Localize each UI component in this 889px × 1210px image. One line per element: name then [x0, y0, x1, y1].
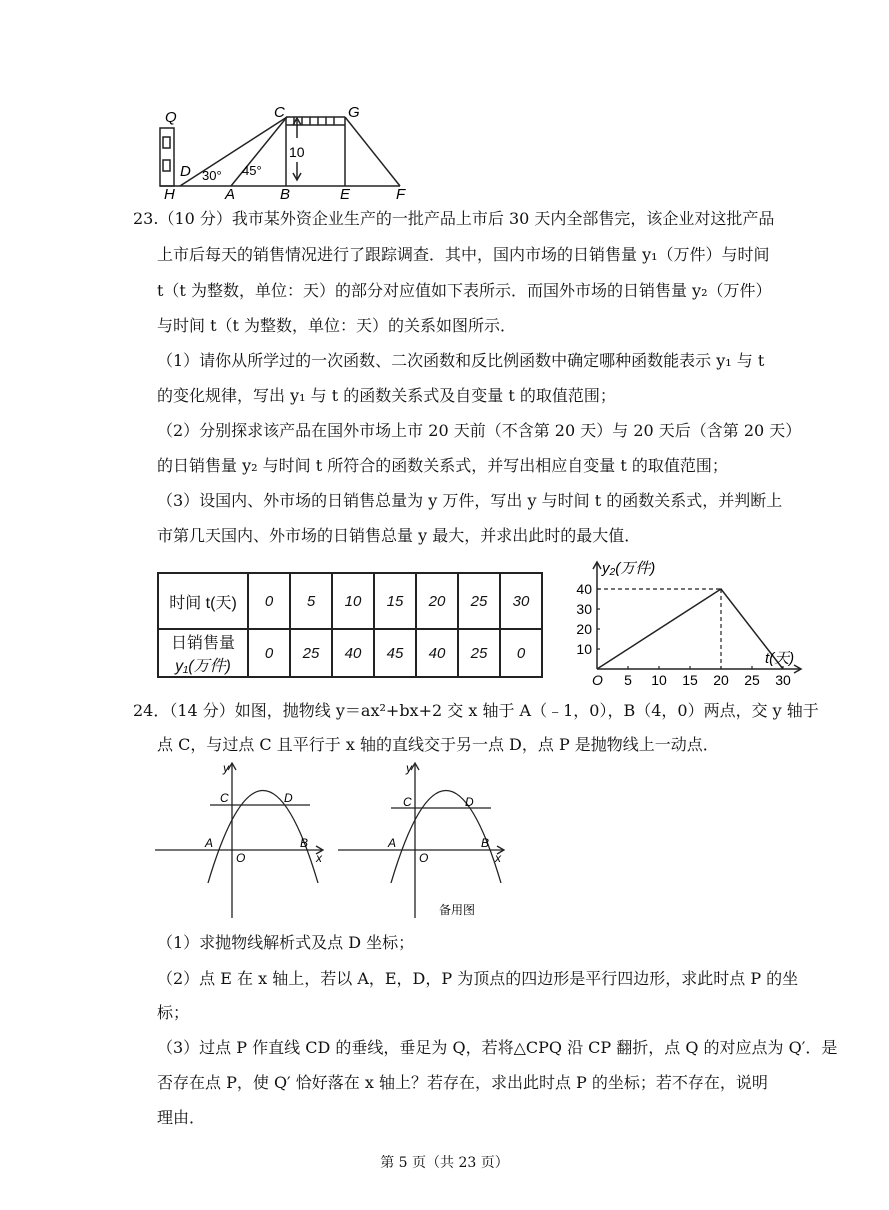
table-cell: 25	[290, 629, 332, 677]
x-tick-label: 30	[775, 672, 791, 688]
y-tick-label: 20	[576, 621, 592, 637]
fig2-label-A: A	[388, 836, 397, 850]
q23-part3-line-1: （3）设国内、外市场的日销售总量为 y 万件，写出 y 与时间 t 的函数关系式，并判断上	[157, 491, 783, 510]
y-tick-label: 10	[576, 641, 592, 657]
table-cell: 45	[374, 629, 416, 677]
label-45deg: 45°	[242, 163, 262, 178]
label-H: H	[164, 186, 175, 200]
parabola-backup-figure	[333, 758, 513, 923]
fig1-label-C: C	[220, 791, 229, 805]
table-header-sales-line-1: 日销售量	[170, 635, 235, 652]
q23-part2-line-1: （2）分别探求该产品在国外市场上市 20 天前（不含第 20 天）与 20 天后（含第 20 天）	[157, 421, 802, 440]
label-D: D	[180, 163, 191, 180]
fig1-label-A: A	[205, 836, 214, 850]
table-header-sales	[158, 629, 248, 677]
label-30deg: 30°	[202, 168, 222, 183]
table-cell: 0	[248, 629, 290, 677]
q24-line-2: 点 C，与过点 C 且平行于 x 轴的直线交于另一点 D，点 P 是抛物线上一动点．	[157, 735, 719, 754]
building-slope-figure	[150, 100, 420, 200]
label-F: F	[396, 186, 406, 200]
table-cell: 40	[416, 629, 458, 677]
x-axis-label: t(天)	[765, 650, 795, 667]
q23-line-2: 上市后每天的销售情况进行了跟踪调查．其中，国内市场的日销售量 y₁（万件）与时间	[157, 245, 770, 264]
fig2-caption: 备用图	[439, 903, 476, 917]
q24-part2-line-1: （2）点 E 在 x 轴上，若以 A，E，D，P 为顶点的四边形是平行四边形，求此时点 P 的坐	[157, 969, 799, 988]
q23-line-1: 23.（10 分）我市某外资企业生产的一批产品上市后 30 天内全部售完，该企业对这批产品	[133, 209, 775, 228]
fig2-label-C: C	[403, 795, 412, 809]
parabola-figure	[150, 758, 330, 923]
q23-part1-line-2: 的变化规律，写出 y₁ 与 t 的函数关系式及自变量 t 的取值范围；	[157, 386, 616, 405]
q24-part2-line-2: 标；	[157, 1003, 190, 1022]
q23-line-4: 与时间 t（t 为整数，单位：天）的关系如图所示．	[157, 316, 517, 335]
table-cell: 15	[374, 573, 416, 629]
q23-part1-line-1: （1）请你从所学过的一次函数、二次函数和反比例函数中确定哪种函数能表示 y₁ 与 t	[157, 351, 765, 370]
x-tick-label: 10	[651, 672, 667, 688]
table-cell: 5	[290, 573, 332, 629]
origin-label: O	[592, 672, 603, 688]
fig2-label-x: x	[495, 851, 501, 865]
table-cell: 40	[332, 629, 374, 677]
x-tick-label: 25	[744, 672, 760, 688]
y2-line-chart	[560, 555, 810, 690]
table-cell: 0	[500, 629, 542, 677]
q24-part3-line-3: 理由．	[157, 1108, 206, 1127]
q23-line-3: t（t 为整数，单位：天）的部分对应值如下表所示．而国外市场的日销售量 y₂（万件）	[157, 281, 772, 300]
label-Q: Q	[165, 109, 177, 126]
y-tick-label: 30	[576, 601, 592, 617]
fig2-label-B: B	[481, 836, 490, 850]
fig2-label-D: D	[465, 795, 474, 809]
table-cell: 0	[248, 573, 290, 629]
table-header-time: 时间 t(天)	[158, 573, 248, 629]
table-cell: 30	[500, 573, 542, 629]
fig1-label-O: O	[236, 851, 246, 865]
page-footer: 第 5 页（共 23 页）	[380, 1155, 509, 1171]
q24-part3-line-1: （3）过点 P 作直线 CD 的垂线，垂足为 Q，若将△CPQ 沿 CP 翻折，点 Q 的对应点为 Q′．是	[157, 1038, 838, 1057]
table-cell: 10	[332, 573, 374, 629]
q24-part3-line-2: 否存在点 P，使 Q′ 恰好落在 x 轴上？若存在，求出此时点 P 的坐标；若不存在，说明	[157, 1073, 768, 1092]
label-B: B	[280, 186, 291, 200]
label-A: A	[225, 186, 236, 200]
sales-table	[157, 572, 543, 678]
q24-part1: （1）求抛物线解析式及点 D 坐标；	[157, 933, 415, 952]
table-header-sales-line-2: y₁(万件)	[175, 658, 231, 675]
fig2-label-y: y	[406, 761, 412, 775]
fig2-label-O: O	[419, 851, 429, 865]
label-E: E	[340, 186, 351, 200]
fig1-label-B: B	[300, 836, 309, 850]
table-cell: 25	[458, 629, 500, 677]
y-axis-label: y₂(万件)	[602, 560, 656, 577]
table-cell: 20	[416, 573, 458, 629]
label-C: C	[274, 104, 285, 121]
fig1-label-x: x	[316, 851, 322, 865]
x-tick-label: 15	[682, 672, 698, 688]
series-line	[597, 589, 783, 669]
x-tick-label: 5	[624, 672, 632, 688]
q23-part3-line-2: 市第几天国内、外市场的日销售总量 y 最大，并求出此时的最大值．	[157, 526, 641, 545]
table-cell: 25	[458, 573, 500, 629]
label-G: G	[348, 104, 360, 121]
fig1-label-y: y	[223, 761, 229, 775]
q23-part2-line-2: 的日销售量 y₂ 与时间 t 所符合的函数关系式，并写出相应自变量 t 的取值范围；	[157, 456, 728, 475]
x-tick-label: 20	[713, 672, 729, 688]
q24-line-1: 24．（14 分）如图，抛物线 y＝ax²+bx+2 交 x 轴于 A（﹣1，0），B（4，0）两点，交 y 轴于	[133, 701, 819, 720]
fig1-label-D: D	[284, 791, 293, 805]
label-10: 10	[289, 144, 305, 160]
y-tick-label: 40	[576, 581, 592, 597]
